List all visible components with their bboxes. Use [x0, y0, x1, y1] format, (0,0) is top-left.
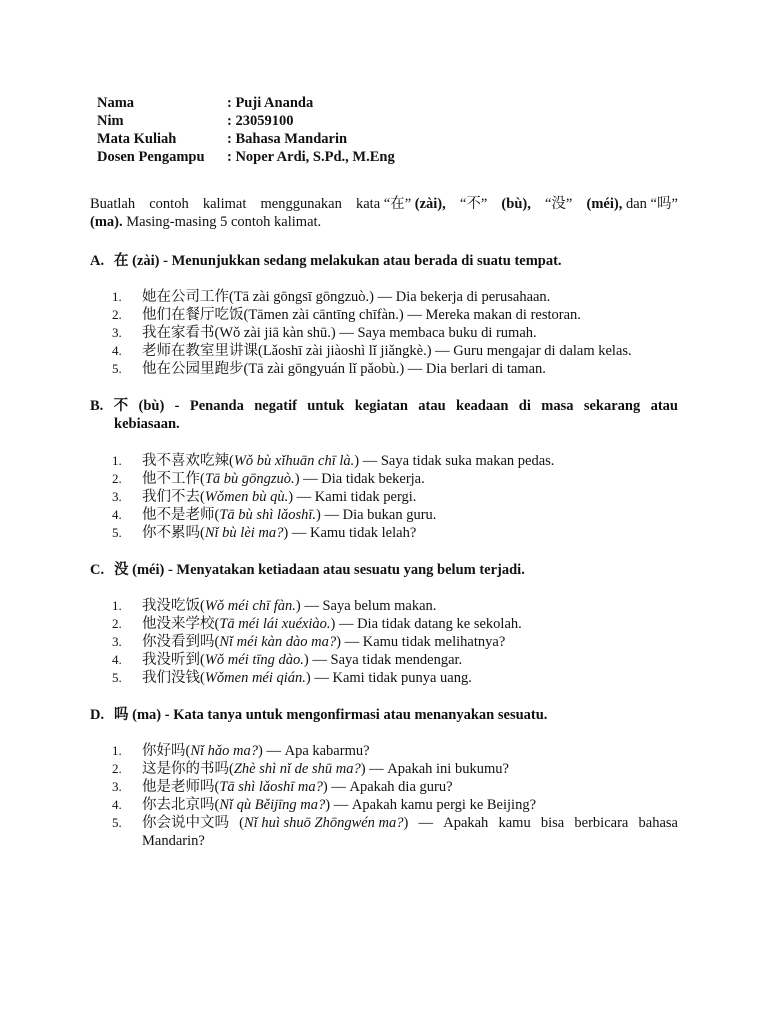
word: sekarang — [583, 398, 641, 414]
word: 不 — [113, 398, 129, 414]
section-letter: A. — [90, 253, 105, 269]
hanzi: 我们没钱 — [142, 670, 200, 686]
hanzi: 你不累吗 — [142, 525, 200, 541]
word: di — [518, 398, 531, 414]
word: bisa — [540, 815, 565, 831]
word: atau — [418, 398, 446, 414]
word: kalimat — [202, 196, 247, 212]
item-number: 1. — [112, 289, 122, 304]
item-text: 我不喜欢吃辣(Wǒ bù xǐhuān chī là.) — Saya tidak suka makan pedas. — [142, 453, 555, 469]
item-number: 1. — [112, 743, 122, 758]
pinyin: Nǐ méi kàn dào ma? — [219, 634, 337, 650]
item-text: 我们不去(Wǒmen bù qù.) — Kami tidak pergi. — [142, 489, 417, 505]
section-b-title — [90, 397, 678, 433]
hanzi: 我没听到 — [142, 652, 200, 668]
section-a-title — [90, 252, 678, 270]
item-number: 1. — [112, 453, 122, 468]
pinyin: (Wǒ zài jiā kàn shū.) — [214, 325, 336, 341]
info-row-dosen — [97, 148, 395, 166]
translation: ) — Kamu tidak melihatnya? — [336, 634, 506, 650]
word: kamu — [498, 815, 531, 831]
item-text: 你没看到吗(Nǐ méi kàn dào ma?) — Kamu tidak melihatnya? — [142, 634, 506, 650]
word: berbicara — [574, 815, 629, 831]
section-c-title — [90, 561, 678, 579]
translation: ) — Kami tidak punya uang. — [305, 670, 472, 686]
pinyin: Wǒ méi chī fàn. — [204, 598, 296, 614]
pinyin: Nǐ qù Běijīng ma? — [219, 797, 326, 813]
info-row-nim — [97, 112, 395, 130]
student-info — [97, 94, 395, 166]
info-label: Nama — [97, 95, 135, 111]
list-item — [112, 452, 678, 470]
pinyin: (Tā zài gōngyuán lǐ pǎobù.) — [243, 361, 405, 377]
translation: — Dia berlari di taman. — [404, 361, 546, 377]
translation: — Dia bekerja di perusahaan. — [373, 289, 551, 305]
item-text: 你好吗(Nǐ hǎo ma?) — Apa kabarmu? — [142, 743, 370, 759]
hanzi: 这是你的书吗 — [142, 761, 229, 777]
hanzi: 我没吃饭 — [142, 598, 200, 614]
pinyin: Tā shì lǎoshī ma? — [219, 779, 323, 795]
list-item — [112, 778, 678, 796]
paren-close: ) — [403, 815, 409, 831]
item-text — [142, 814, 678, 850]
pinyin: (Tāmen zài cāntīng chīfàn.) — [243, 307, 404, 323]
info-row-mata-kuliah — [97, 130, 395, 148]
hanzi: 我在家看书 — [142, 325, 215, 341]
hanzi: 他不是老师 — [142, 507, 215, 523]
list-item — [112, 742, 678, 760]
item-text — [142, 342, 678, 360]
item-text: 你去北京吗(Nǐ qù Běijīng ma?) — Apakah kamu pergi ke Beijing? — [142, 797, 537, 813]
info-label: Mata Kuliah — [97, 131, 177, 147]
list-item — [112, 669, 678, 687]
word: Apakah — [443, 815, 489, 831]
pinyin: (Tā zài gōngsī gōngzuò.) — [229, 289, 374, 305]
section-letter: B. — [90, 398, 104, 414]
list-item — [112, 506, 678, 524]
item-number: 3. — [112, 489, 122, 504]
translation: ) — Apa kabarmu? — [258, 743, 370, 759]
hanzi: 我们不去 — [142, 489, 200, 505]
item-text: 他不工作(Tā bù gōngzuò.) — Dia tidak bekerja. — [142, 471, 425, 487]
item-number: 5. — [112, 525, 122, 540]
item-number: 5. — [112, 361, 122, 376]
list-item — [112, 288, 678, 306]
translation: ) — Dia tidak datang ke sekolah. — [330, 616, 522, 632]
word: — — [418, 815, 434, 831]
word: - — [174, 398, 180, 414]
list-item — [112, 306, 678, 324]
hanzi: 他没来学校 — [142, 616, 215, 632]
section-heading-line-2: kebiasaan. — [114, 416, 180, 432]
translation: — Saya membaca buku di rumah. — [335, 325, 537, 341]
word: menggunakan — [260, 196, 342, 212]
translation: ) — Dia bukan guru. — [316, 507, 437, 523]
pinyin: Tā bù shì lǎoshī. — [219, 507, 317, 523]
item-number: 4. — [112, 343, 122, 358]
word: Buatlah — [90, 196, 136, 212]
section-heading: 在 (zài) - Menunjukkan sedang melakukan atau berada di suatu tempat. — [114, 253, 562, 269]
section-letter: D. — [90, 707, 105, 723]
word — [239, 814, 408, 832]
item-number: 4. — [112, 797, 122, 812]
word-part: kata “在” — [355, 196, 412, 212]
info-label: Dosen Pengampu — [97, 149, 205, 165]
pinyin: Wǒmen bù qù. — [204, 489, 289, 505]
pinyin: Tā méi lái xuéxiào. — [219, 616, 331, 632]
translation: ) — Saya belum makan. — [295, 598, 437, 614]
info-value: : Puji Ananda — [227, 95, 314, 111]
hanzi: 老师在教室里讲课 — [142, 343, 258, 359]
hanzi: 他不工作 — [142, 471, 200, 487]
item-number: 1. — [112, 598, 122, 613]
item-text: 我们没钱(Wǒmen méi qián.) — Kami tidak punya uang. — [142, 670, 472, 686]
item-number: 5. — [112, 815, 122, 830]
section-a-list — [112, 288, 678, 378]
pinyin-mei: (méi), — [586, 196, 623, 212]
translation: ) — Apakah ini bukumu? — [360, 761, 509, 777]
list-item — [112, 651, 678, 669]
section-d-title — [90, 706, 678, 724]
pinyin-zai: (zài), — [414, 196, 446, 212]
list-item — [112, 760, 678, 778]
word: Penanda — [189, 398, 244, 414]
instruction-tail: Masing-masing 5 contoh kalimat. — [126, 214, 322, 230]
item-text — [142, 324, 678, 342]
item-number: 4. — [112, 652, 122, 667]
info-value: : Noper Ardi, S.Pd., M.Eng — [227, 149, 395, 165]
pinyin: Nǐ bù lèi ma? — [204, 525, 284, 541]
word: “不” — [459, 196, 488, 212]
section-d-list — [112, 742, 678, 850]
item-number: 4. — [112, 507, 122, 522]
word — [587, 195, 678, 213]
item-number: 5. — [112, 670, 122, 685]
item-text — [142, 306, 678, 324]
pinyin: Tā bù gōngzuò. — [204, 471, 295, 487]
item-text-line-1 — [142, 814, 678, 832]
item-number: 2. — [112, 307, 122, 322]
list-item — [112, 796, 678, 814]
list-item — [112, 814, 678, 850]
pinyin-bu: (bù), — [501, 196, 531, 212]
list-item — [112, 615, 678, 633]
word: “没” — [544, 196, 573, 212]
info-row-nama — [97, 94, 395, 112]
word: (bù) — [138, 398, 165, 414]
item-text: 这是你的书吗(Zhè shì nǐ de shū ma?) — Apakah ini bukumu? — [142, 761, 509, 777]
instruction-line-1 — [90, 195, 678, 213]
translation: — Guru mengajar di dalam kelas. — [431, 343, 632, 359]
section-heading-line-1 — [90, 397, 678, 415]
section-heading: 吗 (ma) - Kata tanya untuk mengonfirmasi atau menanyakan sesuatu. — [114, 707, 548, 723]
pinyin: Wǒmen méi qián. — [204, 670, 306, 686]
hanzi: 你好吗 — [142, 743, 186, 759]
translation: ) — Apakah dia guru? — [322, 779, 453, 795]
word: bahasa — [638, 815, 678, 831]
pinyin: Wǒ bù xǐhuān chī là. — [233, 453, 355, 469]
item-text: 他没来学校(Tā méi lái xuéxiào.) — Dia tidak datang ke sekolah. — [142, 616, 522, 632]
word: kegiatan — [354, 398, 408, 414]
item-number: 3. — [112, 634, 122, 649]
pinyin: Wǒ méi tīng dào. — [204, 652, 304, 668]
section-b-list — [112, 452, 678, 542]
hanzi: 你会说中文吗 — [142, 815, 229, 831]
item-text: 我没吃饭(Wǒ méi chī fàn.) — Saya belum makan. — [142, 598, 437, 614]
item-number: 3. — [112, 779, 122, 794]
item-text: 他是老师吗(Tā shì lǎoshī ma?) — Apakah dia guru? — [142, 779, 453, 795]
hanzi: 你去北京吗 — [142, 797, 215, 813]
translation: ) — Kamu tidak lelah? — [283, 525, 417, 541]
word — [356, 195, 446, 213]
list-item — [112, 633, 678, 651]
section-heading: 没 (méi) - Menyatakan ketiadaan atau sesuatu yang belum terjadi. — [114, 562, 525, 578]
list-item — [112, 342, 678, 360]
paren-open: ( — [239, 815, 245, 831]
item-text: 他不是老师(Tā bù shì lǎoshī.) — Dia bukan guru. — [142, 507, 437, 523]
instruction-paragraph — [90, 195, 678, 231]
pinyin: (Lǎoshī zài jiàoshì lǐ jiǎngkè.) — [258, 343, 432, 359]
item-text — [142, 288, 678, 306]
instruction-line-2 — [90, 213, 678, 231]
list-item — [112, 360, 678, 378]
word: untuk — [307, 398, 345, 414]
hanzi: 他在公园里跑步 — [142, 361, 244, 377]
item-number: 2. — [112, 616, 122, 631]
item-text: 我没听到(Wǒ méi tīng dào.) — Saya tidak mendengar. — [142, 652, 463, 668]
word: keadaan — [456, 398, 509, 414]
translation: ) — Saya tidak suka makan pedas. — [354, 453, 555, 469]
info-value: : 23059100 — [227, 113, 294, 129]
word: contoh — [149, 196, 189, 212]
translation: ) — Dia tidak bekerja. — [294, 471, 425, 487]
item-number: 2. — [112, 761, 122, 776]
list-item — [112, 488, 678, 506]
translation: ) — Apakah kamu pergi ke Beijing? — [325, 797, 537, 813]
word-part: dan “吗” — [625, 196, 678, 212]
hanzi: 你没看到吗 — [142, 634, 215, 650]
list-item — [112, 470, 678, 488]
pinyin: Nǐ hǎo ma? — [190, 743, 259, 759]
info-value: : Bahasa Mandarin — [227, 131, 348, 147]
pinyin: Zhè shì nǐ de shū ma? — [233, 761, 361, 777]
list-item — [112, 524, 678, 542]
list-item — [112, 597, 678, 615]
translation: ) — Kami tidak pergi. — [288, 489, 417, 505]
item-number: 3. — [112, 325, 122, 340]
list-item — [112, 324, 678, 342]
pinyin: Nǐ huì shuō Zhōngwén ma? — [244, 815, 404, 831]
hanzi: 她在公司工作 — [142, 289, 229, 305]
item-text — [142, 360, 678, 378]
word: atau — [650, 398, 678, 414]
pinyin-ma: (ma). — [90, 214, 123, 230]
section-letter: C. — [90, 562, 105, 578]
item-text: 你不累吗(Nǐ bù lèi ma?) — Kamu tidak lelah? — [142, 525, 417, 541]
translation: ) — Saya tidak mendengar. — [303, 652, 463, 668]
hanzi: 我不喜欢吃辣 — [142, 453, 229, 469]
section-c-list — [112, 597, 678, 687]
hanzi: 他们在餐厅吃饭 — [142, 307, 244, 323]
item-number: 2. — [112, 471, 122, 486]
word: masa — [541, 398, 574, 414]
word: negatif — [254, 398, 297, 414]
item-text-line-2: Mandarin? — [142, 833, 205, 849]
translation: — Mereka makan di restoran. — [403, 307, 581, 323]
hanzi: 他是老师吗 — [142, 779, 215, 795]
info-label: Nim — [97, 113, 124, 129]
